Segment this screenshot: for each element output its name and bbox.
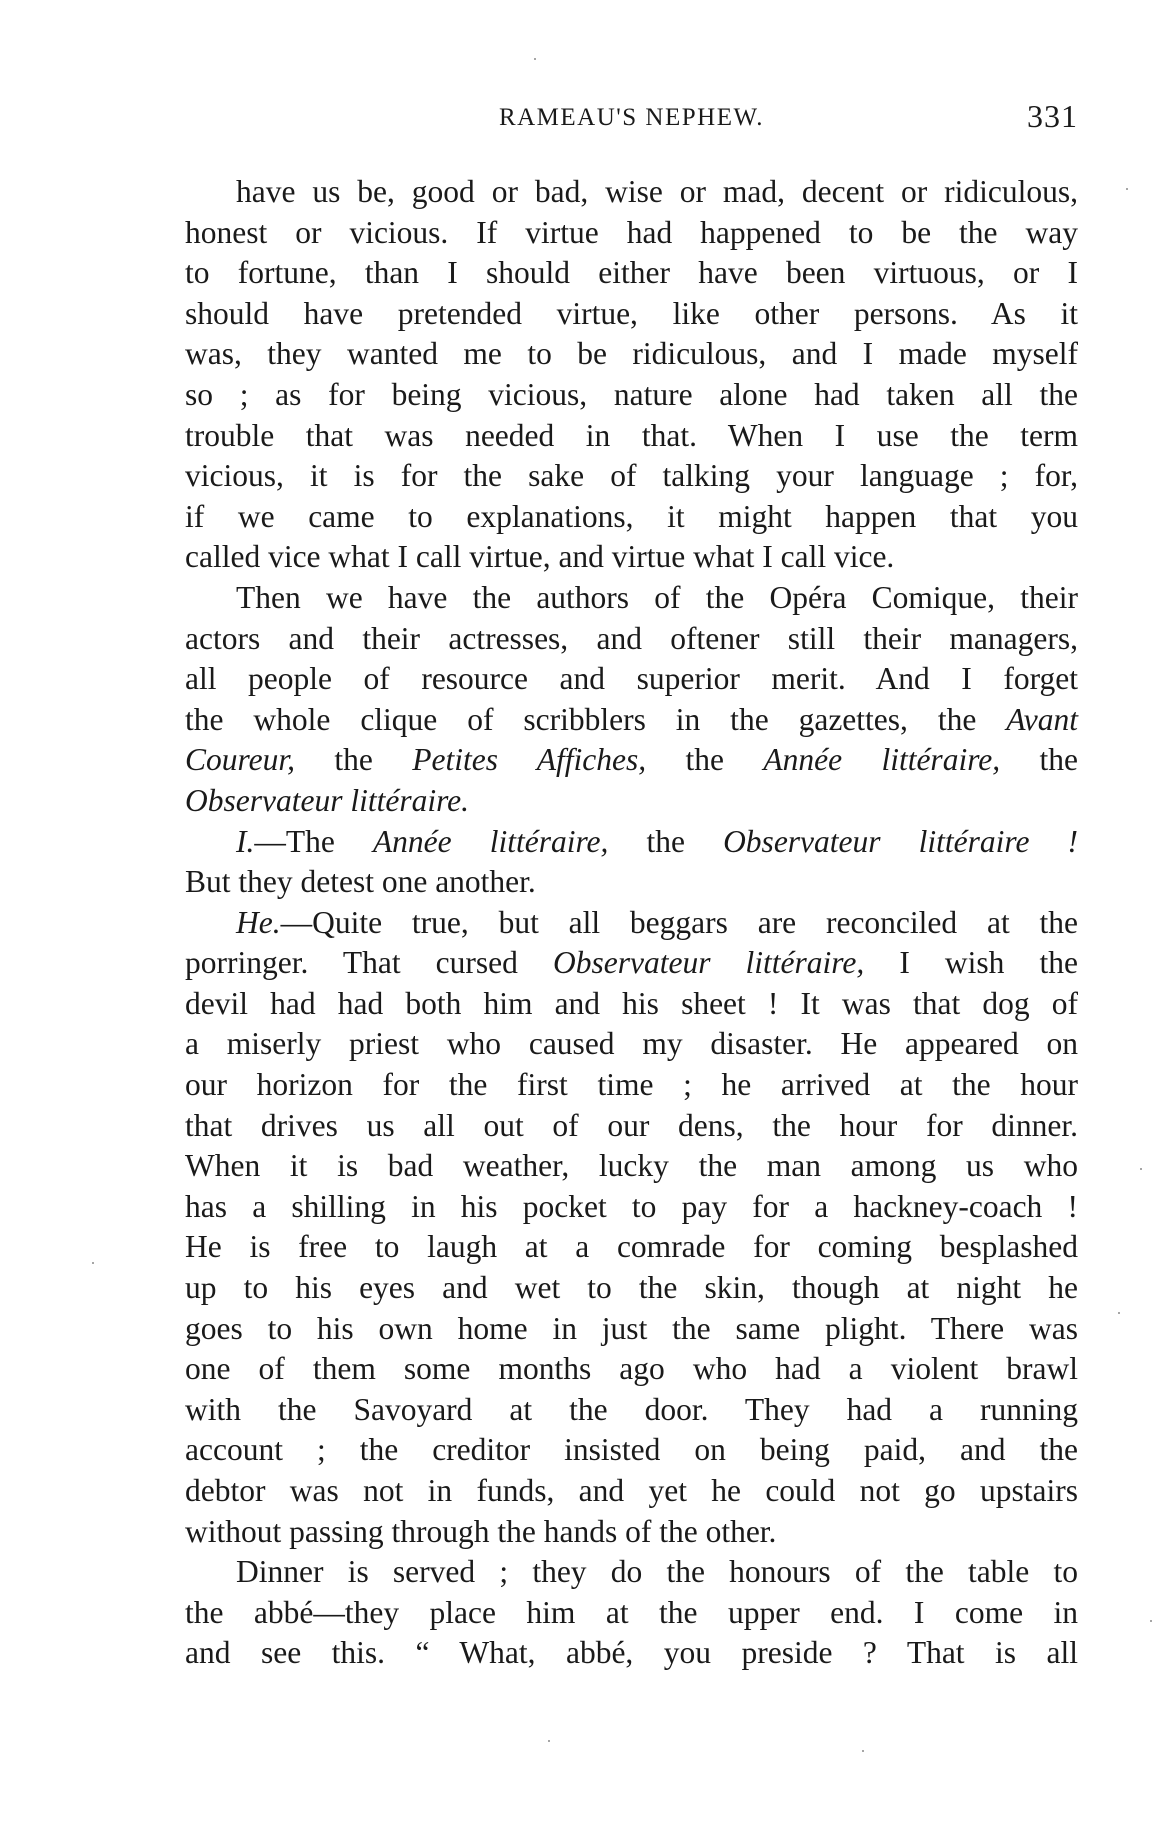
- text-run: the whole clique of scribblers in the gazettes, the: [185, 701, 1007, 737]
- text-run: He is free to laugh at a comrade for coming besplashed: [185, 1229, 1078, 1265]
- body-text: [185, 172, 1078, 1674]
- text-run: to fortune, than I should either have been virtuous, or I: [185, 255, 1078, 291]
- paper-speck: [1140, 1168, 1142, 1170]
- text-line: [185, 619, 1078, 660]
- text-run: trouble that was needed in that. When I use the term: [185, 417, 1078, 453]
- paragraph: [185, 903, 1078, 1553]
- text-line: [185, 456, 1078, 497]
- italic-text: Observateur littéraire.: [185, 782, 470, 818]
- paper-speck: [548, 1740, 550, 1742]
- text-run: vicious, it is for the sake of talking your language ; for,: [185, 458, 1078, 494]
- text-line: [185, 1430, 1078, 1471]
- page-number: 331: [1027, 98, 1078, 134]
- text-line: [185, 1227, 1078, 1268]
- italic-text: Petites Affiches,: [412, 742, 647, 778]
- text-run: Then we have the authors of the Opéra Comique, their: [236, 579, 1078, 615]
- text-run: Dinner is served ; they do the honours of the table to: [236, 1554, 1078, 1590]
- text-run: has a shilling in his pocket to pay for a hackney-coach !: [185, 1188, 1078, 1224]
- text-line: [185, 822, 1078, 863]
- text-line: [185, 1349, 1078, 1390]
- text-run: called vice what I call virtue, and virtue what I call vice.: [185, 539, 895, 575]
- text-run: should have pretended virtue, like other persons. As it: [185, 295, 1078, 331]
- italic-text: Observateur littéraire !: [723, 823, 1078, 859]
- text-line: [185, 375, 1078, 416]
- text-run: our horizon for the first time ; he arrived at the hour: [185, 1067, 1078, 1103]
- text-line: [185, 1106, 1078, 1147]
- italic-text: Année littéraire,: [372, 823, 609, 859]
- text-line: [185, 740, 1078, 781]
- italic-text: Avant: [1006, 701, 1078, 737]
- text-line: [185, 943, 1078, 984]
- text-run: debtor was not in funds, and yet he could not go upstairs: [185, 1473, 1078, 1508]
- paragraph: [185, 578, 1078, 822]
- paper-speck: [1126, 188, 1128, 190]
- text-run: goes to his own home in just the same plight. There was: [185, 1310, 1078, 1346]
- text-run: honest or vicious. If virtue had happened to be the way: [185, 214, 1078, 250]
- text-line: [185, 1390, 1078, 1431]
- text-run: —Quite true, but all beggars are reconciled at the: [280, 904, 1078, 940]
- italic-text: Coureur,: [185, 742, 295, 778]
- text-run: the: [646, 742, 764, 778]
- paper-speck: [534, 58, 536, 60]
- text-line: [185, 172, 1078, 213]
- text-run: so ; as for being vicious, nature alone had taken all the: [185, 376, 1078, 412]
- text-run: a miserly priest who caused my disaster. He appeared on: [185, 1026, 1078, 1062]
- text-run: But they detest one another.: [185, 864, 536, 900]
- text-run: the: [608, 823, 724, 859]
- text-run: was, they wanted me to be ridiculous, and I made myself: [185, 336, 1078, 372]
- text-run: the: [294, 742, 413, 778]
- paragraph: [185, 822, 1078, 903]
- paper-speck: [862, 1750, 864, 1752]
- text-line: [185, 1024, 1078, 1065]
- text-line: [185, 1065, 1078, 1106]
- text-line: [185, 1187, 1078, 1228]
- text-line: [185, 253, 1078, 294]
- italic-text: He.: [236, 904, 281, 940]
- text-line: [185, 1309, 1078, 1350]
- running-title: RAMEAU'S NEPHEW.: [498, 104, 765, 131]
- text-line: [185, 1552, 1078, 1593]
- text-line: [185, 1512, 1078, 1553]
- text-run: with the Savoyard at the door. They had a running: [185, 1391, 1078, 1427]
- text-line: [185, 781, 1078, 822]
- italic-text: Observateur littéraire,: [552, 945, 865, 981]
- paragraph: [185, 172, 1078, 578]
- text-line: [185, 537, 1078, 578]
- text-run: without passing through the hands of the other.: [185, 1513, 777, 1549]
- text-line: [185, 903, 1078, 944]
- text-line: [185, 1268, 1078, 1309]
- italic-text: I.: [236, 823, 255, 859]
- text-run: devil had had both him and his sheet ! It was that dog of: [185, 985, 1078, 1021]
- text-line: [185, 416, 1078, 457]
- text-line: [185, 334, 1078, 375]
- text-line: [185, 659, 1078, 700]
- text-run: porringer. That cursed: [185, 945, 553, 981]
- text-run: I wish the: [864, 945, 1078, 981]
- running-head: [185, 98, 1078, 142]
- text-run: that drives us all out of our dens, the hour for dinner.: [185, 1107, 1078, 1143]
- text-line: [185, 1633, 1078, 1674]
- text-run: When it is bad weather, lucky the man among us who: [185, 1148, 1078, 1184]
- text-line: [185, 213, 1078, 254]
- text-line: [185, 294, 1078, 335]
- text-run: one of them some months ago who had a violent brawl: [185, 1351, 1078, 1387]
- text-run: up to his eyes and wet to the skin, though at night he: [185, 1270, 1078, 1306]
- text-run: account ; the creditor insisted on being paid, and the: [185, 1432, 1078, 1468]
- text-line: [185, 862, 1078, 903]
- text-run: all people of resource and superior merit. And I forget: [185, 661, 1078, 697]
- text-line: [185, 984, 1078, 1025]
- italic-text: Année littéraire,: [763, 742, 1001, 778]
- text-run: if we came to explanations, it might happen that you: [185, 498, 1078, 534]
- text-line: [185, 700, 1078, 741]
- paragraph: [185, 1552, 1078, 1674]
- paper-speck: [1150, 1620, 1152, 1622]
- text-line: [185, 497, 1078, 538]
- paper-speck: [1118, 1312, 1120, 1314]
- paper-speck: [92, 1262, 94, 1264]
- text-run: and see this. “ What, abbé, you preside ? That is all: [185, 1635, 1078, 1671]
- text-run: have us be, good or bad, wise or mad, decent or ridiculous,: [236, 174, 1078, 209]
- text-line: [185, 578, 1078, 619]
- text-run: actors and their actresses, and oftener still their managers,: [185, 620, 1078, 656]
- text-run: the: [1000, 742, 1079, 778]
- text-line: [185, 1593, 1078, 1634]
- text-run: the abbé—they place him at the upper end. I come in: [185, 1594, 1078, 1630]
- text-line: [185, 1471, 1078, 1512]
- text-line: [185, 1146, 1078, 1187]
- text-run: —The: [254, 823, 373, 859]
